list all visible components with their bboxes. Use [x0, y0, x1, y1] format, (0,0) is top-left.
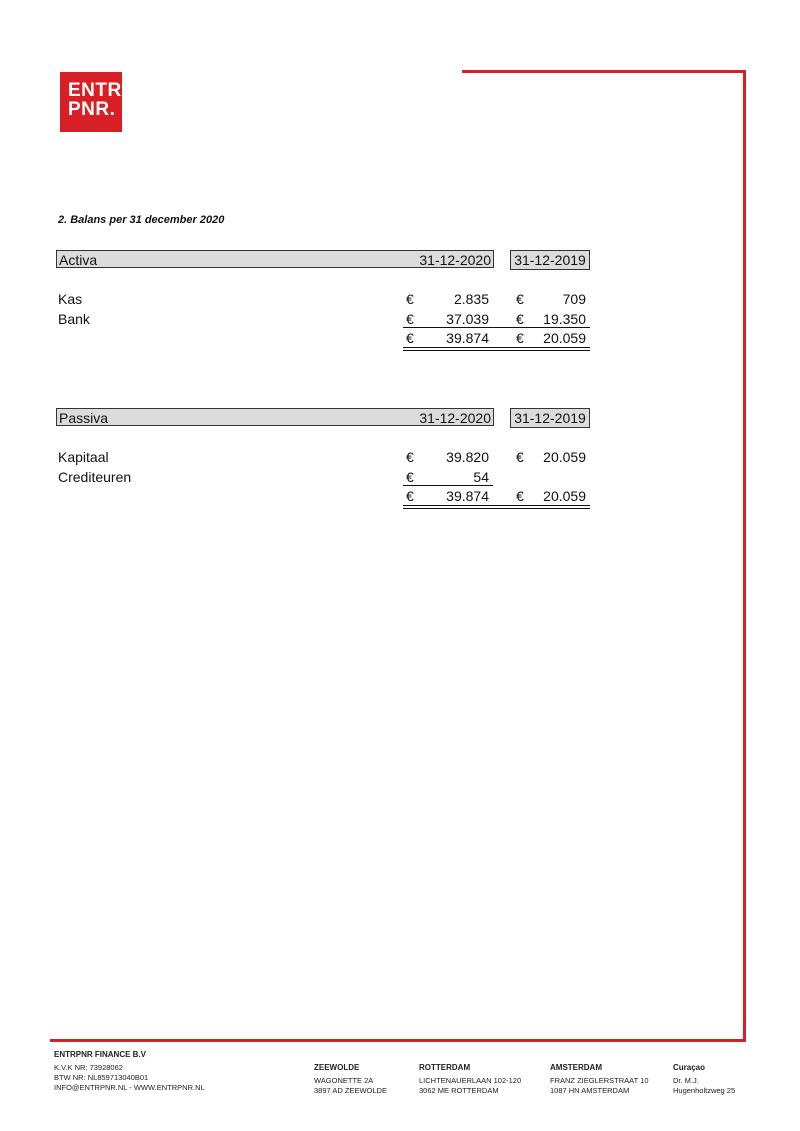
row-label: Bank	[58, 311, 90, 327]
footer-office	[673, 1063, 735, 1096]
value-previous: 20.059	[543, 449, 586, 465]
currency-symbol: €	[406, 488, 414, 504]
footer-company	[54, 1050, 205, 1093]
row-label: Kapitaal	[58, 449, 109, 465]
currency-symbol: €	[406, 311, 414, 327]
total-previous: 20.059	[543, 488, 586, 504]
office-city: AMSTERDAM	[550, 1063, 602, 1072]
activa-header-label: Activa	[59, 252, 98, 268]
currency-symbol: €	[516, 311, 524, 327]
total-row	[56, 487, 590, 505]
total-current: 39.874	[446, 330, 489, 346]
value-current: 39.820	[446, 449, 489, 465]
passiva-header-label: Passiva	[59, 410, 109, 426]
currency-symbol: €	[516, 330, 524, 346]
office-city: Curaçao	[673, 1063, 706, 1072]
office-postcode: Hugenholtzweg 25	[673, 1086, 736, 1095]
footer-office	[314, 1063, 387, 1096]
activa-header-date-previous: 31-12-2019	[510, 250, 590, 270]
total-previous: 20.059	[543, 330, 586, 346]
kvk-number: K.V.K NR: 73928062	[54, 1063, 123, 1072]
passiva-header-main	[56, 408, 494, 426]
passiva-header	[56, 408, 590, 428]
table-row	[56, 290, 590, 308]
total-double-line-2	[403, 350, 590, 351]
total-row	[56, 329, 590, 347]
row-label: Kas	[58, 291, 83, 307]
section-title: 2. Balans per 31 december 2020	[58, 214, 225, 226]
office-city: ROTTERDAM	[419, 1063, 471, 1072]
currency-symbol: €	[406, 330, 414, 346]
office-address: FRANZ ZIEGLERSTRAAT 10	[550, 1076, 649, 1085]
btw-number: BTW NR: NL859713040B01	[54, 1073, 149, 1082]
activa-header-main	[56, 250, 494, 268]
currency-symbol: €	[516, 488, 524, 504]
total-double-line-1	[403, 347, 590, 348]
currency-symbol: €	[406, 291, 414, 307]
passiva-header-date-current: 31-12-2020	[419, 410, 491, 426]
total-double-line-1	[403, 505, 590, 506]
office-postcode: 3062 ME ROTTERDAM	[419, 1086, 499, 1095]
value-current: 2.835	[453, 291, 489, 307]
office-city: ZEEWOLDE	[314, 1063, 360, 1072]
footer-office	[550, 1063, 649, 1096]
office-address: Dr. M.J.	[673, 1076, 699, 1085]
office-address: LICHTENAUERLAAN 102-120	[419, 1076, 522, 1085]
office-address: WAGONETTE 2A	[314, 1076, 374, 1085]
company-name: ENTRPNR FINANCE B.V	[54, 1050, 147, 1059]
table-row	[56, 310, 590, 328]
total-current: 39.874	[446, 488, 489, 504]
footer-office	[419, 1063, 521, 1096]
currency-symbol: €	[406, 469, 414, 485]
value-previous: 709	[562, 291, 586, 307]
contact-line: INFO@ENTRPNR.NL - WWW.ENTRPNR.NL	[54, 1083, 205, 1092]
activa-header-date-current: 31-12-2020	[419, 252, 491, 268]
passiva-header-date-previous: 31-12-2019	[510, 408, 590, 428]
red-frame-right	[743, 70, 746, 1042]
subtotal-line	[403, 327, 590, 328]
logo-line-2: PNR.	[68, 99, 116, 120]
company-logo	[60, 72, 122, 132]
red-frame-bottom	[50, 1039, 746, 1042]
value-current: 54	[473, 469, 489, 485]
row-label: Crediteuren	[58, 469, 132, 485]
currency-symbol: €	[406, 449, 414, 465]
office-postcode: 1087 HN AMSTERDAM	[550, 1086, 630, 1095]
currency-symbol: €	[516, 449, 524, 465]
currency-symbol: €	[516, 291, 524, 307]
value-current: 37.039	[446, 311, 489, 327]
activa-header	[56, 250, 590, 270]
table-row	[56, 468, 590, 486]
office-postcode: 3897 AD ZEEWOLDE	[314, 1086, 387, 1095]
red-frame-top	[462, 70, 746, 73]
value-previous: 19.350	[543, 311, 586, 327]
subtotal-line	[403, 485, 493, 486]
table-row	[56, 448, 590, 466]
logo-line-1: ENTR	[68, 80, 122, 101]
total-double-line-2	[403, 508, 590, 509]
